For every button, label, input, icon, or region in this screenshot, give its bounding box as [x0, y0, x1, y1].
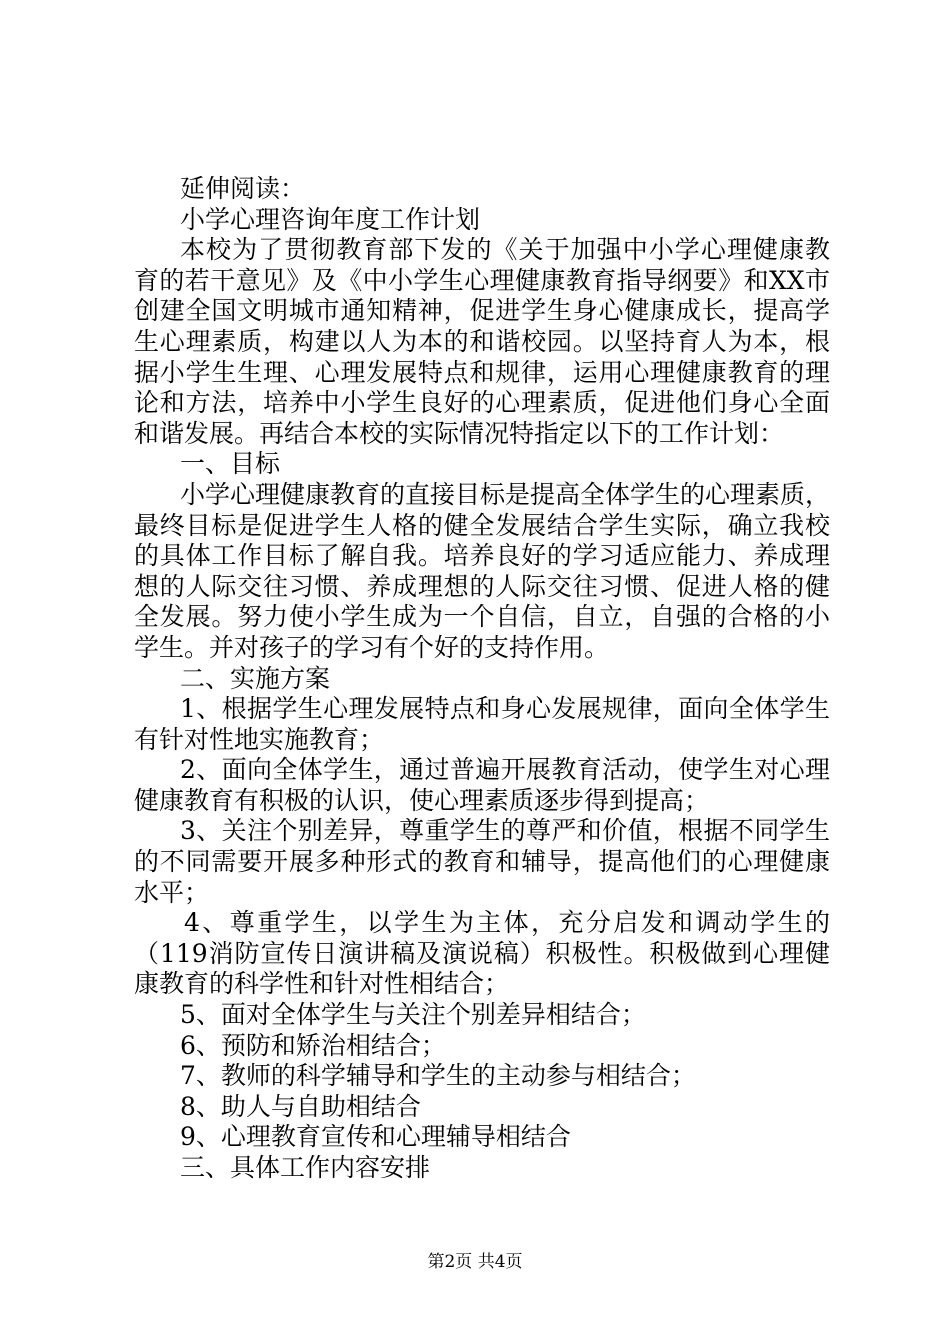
list-item-6: 6、预防和矫治相结合； — [180, 1030, 446, 1060]
section-heading-work-content: 三、具体工作内容安排 — [180, 1153, 431, 1182]
page-number-footer: 第2页 共4页 — [427, 1252, 523, 1272]
list-item-5: 5、面对全体学生与关注个别差异相结合； — [180, 1000, 646, 1030]
list-item-line: 健康教育有积极的认识，使心理素质逐步得到提高； — [134, 785, 710, 815]
goals-line: 的具体工作目标了解自我。培养良好的学习适应能力、养成理 — [134, 541, 830, 571]
intro-line: 据小学生生理、心理发展特点和规律，运用心理健康教育的理 — [134, 357, 830, 387]
list-item-line: 3、关注个别差异，尊重学生的尊严和价值，根据不同学生 — [180, 816, 830, 846]
intro-line: 育的若干意见》及《中小学生心理健康教育指导纲要》和XX市 — [134, 265, 830, 295]
list-item-9: 9、心理教育宣传和心理辅导相结合 — [180, 1122, 571, 1152]
list-item-line: （119消防宣传日演讲稿及演说稿）积极性。积极做到心理健 — [134, 938, 830, 968]
list-item-4 — [134, 908, 830, 1000]
goals-line: 小学心理健康教育的直接目标是提高全体学生的心理素质， — [180, 479, 831, 509]
list-item-line: 1、根据学生心理发展特点和身心发展规律，面向全体学生 — [180, 694, 830, 724]
goals-line: 想的人际交往习惯、养成理想的人际交往习惯、促进人格的健 — [134, 571, 830, 601]
goals-line: 全发展。努力使小学生成为一个自信，自立，自强的合格的小 — [134, 602, 830, 632]
section-heading-implementation: 二、实施方案 — [180, 663, 331, 693]
goals-paragraph — [134, 480, 830, 664]
document-title: 小学心理咨询年度工作计划 — [180, 204, 481, 234]
document-body — [134, 174, 830, 1184]
list-item-8: 8、助人与自助相结合 — [180, 1091, 421, 1121]
goals-line: 学生。并对孩子的学习有个好的支持作用。 — [134, 632, 610, 662]
intro-line: 本校为了贯彻教育部下发的《关于加强中小学心理健康教 — [180, 235, 830, 265]
list-item-line: 4、尊重学生，以学生为主体，充分启发和调动学生的 — [184, 908, 830, 938]
list-item-2 — [134, 755, 830, 816]
intro-paragraph — [134, 235, 830, 449]
intro-line: 和谐发展。再结合本校的实际情况特指定以下的工作计划： — [134, 418, 785, 448]
list-item-7: 7、教师的科学辅导和学生的主动参与相结合； — [180, 1061, 696, 1091]
list-item-line: 康教育的科学性和针对性相结合； — [134, 969, 510, 999]
intro-line: 论和方法，培养中小学生良好的心理素质，促进他们身心全面 — [134, 388, 830, 418]
intro-line: 生心理素质，构建以人为本的和谐校园。以坚持育人为本，根 — [134, 326, 830, 356]
extended-reading-heading: 延伸阅读： — [180, 174, 306, 203]
list-item-line: 的不同需要开展多种形式的教育和辅导，提高他们的心理健康 — [134, 847, 830, 877]
section-heading-goals: 一、目标 — [180, 449, 281, 479]
list-item-line: 2、面向全体学生，通过普遍开展教育活动，使学生对心理 — [180, 755, 830, 785]
list-item-3 — [134, 816, 830, 908]
list-item-1 — [134, 694, 830, 755]
intro-line: 创建全国文明城市通知精神，促进学生身心健康成长，提高学 — [134, 296, 830, 326]
list-item-line: 水平； — [134, 877, 210, 907]
goals-line: 最终目标是促进学生人格的健全发展结合学生实际，确立我校 — [134, 510, 830, 540]
list-item-line: 有针对性地实施教育； — [134, 724, 385, 754]
